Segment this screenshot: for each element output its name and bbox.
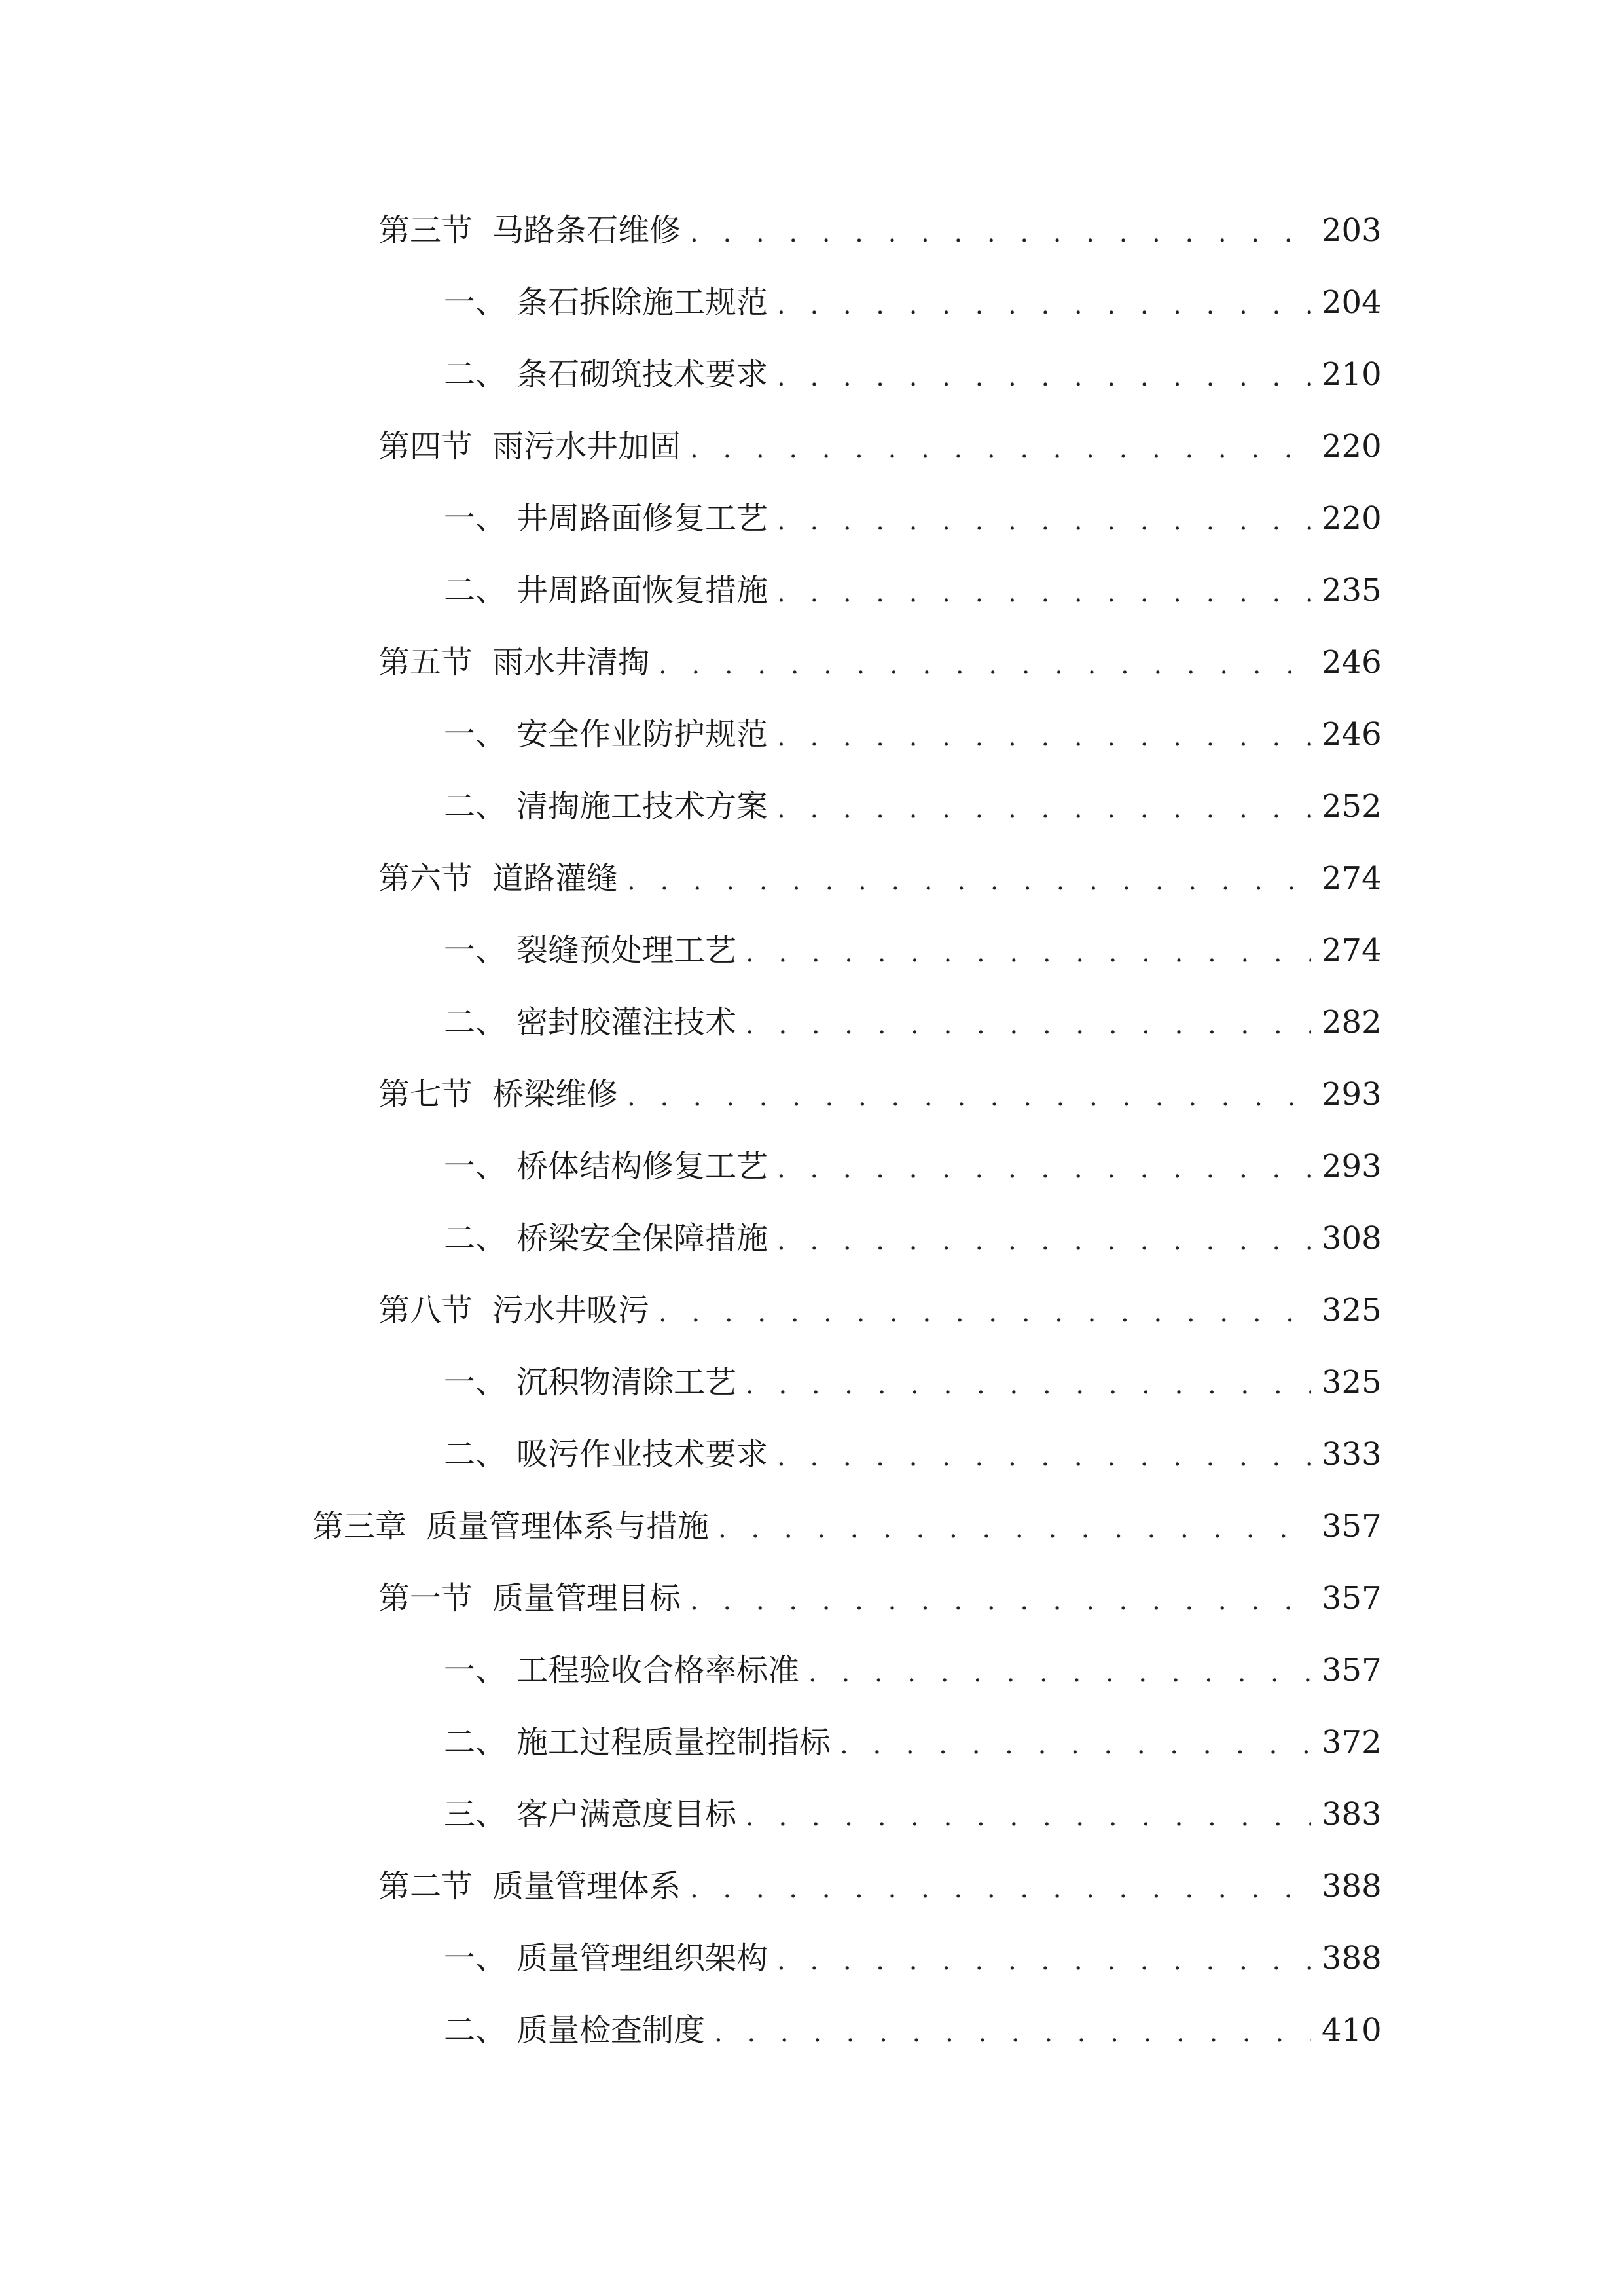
toc-entry-title: 桥梁安全保障措施: [516, 1220, 768, 1257]
toc-dot-leader: [690, 1869, 1311, 1909]
toc-entry-page: 252: [1322, 788, 1382, 825]
toc-entry-page: 388: [1322, 1868, 1382, 1905]
toc-entry-page: 246: [1322, 716, 1382, 753]
toc-entry-page: 274: [1322, 932, 1382, 969]
toc-entry-label: [444, 1939, 768, 1978]
toc-entry-number: 第五节: [378, 644, 473, 681]
toc-dot-leader: [690, 213, 1311, 253]
toc-entry-label: [378, 859, 618, 898]
toc-entry-label: [444, 1723, 831, 1762]
toc-entry-title: 工程验收合格率标准: [516, 1652, 800, 1689]
toc-entry-page: 220: [1322, 428, 1382, 465]
toc-entry-item[interactable]: [0, 1994, 1624, 2066]
toc-dot-leader: [746, 933, 1311, 973]
toc-entry-label: [444, 1795, 736, 1834]
toc-entry-page: 333: [1322, 1436, 1382, 1473]
toc-entry-page: 388: [1322, 1940, 1382, 1977]
toc-entry-title: 质量检查制度: [516, 2012, 706, 2049]
toc-entry-number: 第七节: [378, 1076, 473, 1113]
toc-dot-leader: [659, 645, 1311, 685]
toc-entry-title: 清掏施工技术方案: [516, 788, 768, 825]
toc-dot-leader: [627, 861, 1311, 901]
toc-entry-title: 井周路面修复工艺: [516, 500, 768, 537]
toc-dot-leader: [746, 1365, 1311, 1405]
toc-entry-number: 二、: [444, 1436, 507, 1473]
toc-entry-item[interactable]: [0, 554, 1624, 626]
toc-entry-title: 密封胶灌注技术: [516, 1004, 737, 1041]
toc-dot-leader: [808, 1653, 1311, 1693]
toc-entry-number: 一、: [444, 1652, 507, 1689]
toc-entry-label: [444, 1219, 768, 1258]
toc-entry-item[interactable]: [0, 1346, 1624, 1418]
toc-entry-item[interactable]: [0, 698, 1624, 770]
toc-entry-section[interactable]: [0, 1562, 1624, 1634]
toc-entry-title: 雨水井清掏: [492, 644, 650, 681]
toc-entry-number: 一、: [444, 1940, 507, 1977]
toc-entry-label: [378, 211, 681, 250]
toc-entry-number: 第一节: [378, 1580, 473, 1617]
toc-entry-title: 马路条石维修: [492, 212, 681, 249]
toc-entry-number: 一、: [444, 284, 507, 321]
toc-entry-label: [378, 1075, 618, 1114]
toc-entry-section[interactable]: [0, 1058, 1624, 1130]
toc-entry-title: 质量管理组织架构: [516, 1940, 768, 1977]
toc-dot-leader: [777, 501, 1311, 541]
toc-entry-section[interactable]: [0, 410, 1624, 482]
toc-entry-title: 条石砌筑技术要求: [516, 356, 768, 393]
toc-entry-section[interactable]: [0, 194, 1624, 266]
toc-entry-label: [378, 643, 649, 682]
toc-entry-page: 274: [1322, 860, 1382, 897]
toc-dot-leader: [777, 1149, 1311, 1189]
toc-entry-page: 204: [1322, 284, 1382, 321]
toc-entry-label: [444, 715, 768, 754]
toc-dot-leader: [777, 573, 1311, 613]
toc-entry-label: [444, 1651, 799, 1690]
toc-entry-page: 372: [1322, 1724, 1382, 1761]
toc-entry-title: 裂缝预处理工艺: [516, 932, 737, 969]
toc-entry-chapter[interactable]: [0, 1490, 1624, 1562]
toc-entry-title: 施工过程质量控制指标: [516, 1724, 831, 1761]
toc-entry-number: 一、: [444, 932, 507, 969]
toc-entry-label: [378, 1579, 681, 1618]
toc-dot-leader: [659, 1293, 1311, 1333]
toc-entry-number: 二、: [444, 788, 507, 825]
toc-entry-item[interactable]: [0, 1778, 1624, 1850]
toc-entry-item[interactable]: [0, 1130, 1624, 1202]
toc-entry-page: 293: [1322, 1148, 1382, 1185]
toc-entry-title: 桥梁维修: [492, 1076, 619, 1113]
toc-entry-title: 安全作业防护规范: [516, 716, 768, 753]
toc-dot-leader: [690, 1581, 1311, 1621]
toc-entry-number: 第三章: [312, 1508, 407, 1545]
toc-dot-leader: [840, 1725, 1311, 1765]
toc-entry-label: [444, 1435, 768, 1474]
toc-entry-item[interactable]: [0, 770, 1624, 842]
toc-entry-number: 一、: [444, 1148, 507, 1185]
toc-entry-page: 383: [1322, 1796, 1382, 1833]
toc-entry-number: 二、: [444, 356, 507, 393]
toc-entry-title: 桥体结构修复工艺: [516, 1148, 768, 1185]
toc-entry-item[interactable]: [0, 1706, 1624, 1778]
toc-entry-label: [444, 2011, 705, 2050]
toc-entry-page: 210: [1322, 356, 1382, 393]
toc-entry-label: [444, 499, 768, 538]
toc-entry-number: 二、: [444, 1724, 507, 1761]
toc-dot-leader: [627, 1077, 1311, 1117]
toc-entry-title: 条石拆除施工规范: [516, 284, 768, 321]
toc-entry-title: 井周路面恢复措施: [516, 572, 768, 609]
toc-dot-leader: [777, 357, 1311, 397]
toc-entry-item[interactable]: [0, 1202, 1624, 1274]
toc-entry-label: [444, 787, 768, 826]
toc-entry-section[interactable]: [0, 1850, 1624, 1922]
toc-entry-label: [444, 1363, 736, 1402]
toc-entry-item[interactable]: [0, 914, 1624, 986]
toc-entry-page: 410: [1322, 2012, 1382, 2049]
toc-dot-leader: [777, 717, 1311, 757]
toc-entry-number: 第八节: [378, 1292, 473, 1329]
toc-entry-page: 246: [1322, 644, 1382, 681]
toc-entry-number: 一、: [444, 500, 507, 537]
toc-entry-title: 质量管理目标: [492, 1580, 681, 1617]
toc-entry-number: 一、: [444, 716, 507, 753]
toc-entry-title: 客户满意度目标: [516, 1796, 737, 1833]
toc-entry-page: 325: [1322, 1364, 1382, 1401]
toc-entry-number: 二、: [444, 1004, 507, 1041]
toc-entry-label: [378, 1867, 681, 1906]
toc-dot-leader: [777, 1437, 1311, 1477]
toc-entry-page: 357: [1322, 1580, 1382, 1617]
toc-entry-label: [444, 1147, 768, 1186]
toc-entry-page: 357: [1322, 1652, 1382, 1689]
toc-entry-page: 282: [1322, 1004, 1382, 1041]
toc-entry-page: 357: [1322, 1508, 1382, 1545]
toc-dot-leader: [718, 1509, 1311, 1549]
toc-entry-item[interactable]: [0, 1634, 1624, 1706]
toc-entry-section[interactable]: [0, 842, 1624, 914]
toc-entry-number: 二、: [444, 572, 507, 609]
toc-dot-leader: [777, 789, 1311, 829]
toc-entry-label: [378, 427, 681, 466]
toc-entry-label: [444, 931, 736, 970]
toc-entry-number: 二、: [444, 2012, 507, 2049]
toc-entry-title: 吸污作业技术要求: [516, 1436, 768, 1473]
toc-entry-section[interactable]: [0, 626, 1624, 698]
toc-entry-number: 三、: [444, 1796, 507, 1833]
toc-dot-leader: [777, 1221, 1311, 1261]
toc-entry-title: 道路灌缝: [492, 860, 619, 897]
toc-dot-leader: [777, 1941, 1311, 1981]
toc-entry-item[interactable]: [0, 266, 1624, 338]
toc-entry-page: 220: [1322, 500, 1382, 537]
toc-entry-page: 203: [1322, 212, 1382, 249]
toc-entry-label: [444, 1003, 736, 1042]
toc-entry-number: 第六节: [378, 860, 473, 897]
toc-entry-number: 第四节: [378, 428, 473, 465]
toc-entry-title: 质量管理体系: [492, 1868, 681, 1905]
toc-entry-section[interactable]: [0, 1274, 1624, 1346]
toc-entry-item[interactable]: [0, 986, 1624, 1058]
toc-dot-leader: [690, 429, 1311, 469]
toc-entry-label: [378, 1291, 649, 1330]
toc-dot-leader: [714, 2013, 1311, 2053]
toc-entry-number: 二、: [444, 1220, 507, 1257]
toc-entry-item[interactable]: [0, 338, 1624, 410]
toc-dot-leader: [777, 285, 1311, 325]
toc-dot-leader: [746, 1797, 1311, 1837]
toc-entry-page: 325: [1322, 1292, 1382, 1329]
toc-dot-leader: [746, 1005, 1311, 1045]
toc-entry-label: [312, 1507, 709, 1546]
toc-entry-item[interactable]: [0, 1922, 1624, 1994]
toc-entry-title: 雨污水井加固: [492, 428, 681, 465]
toc-entry-title: 质量管理体系与措施: [426, 1508, 710, 1545]
toc-entry-label: [444, 355, 768, 394]
toc-entry-item[interactable]: [0, 1418, 1624, 1490]
toc-entry-item[interactable]: [0, 482, 1624, 554]
toc-entry-page: 308: [1322, 1220, 1382, 1257]
table-of-contents: [0, 194, 1624, 2066]
toc-entry-title: 污水井吸污: [492, 1292, 650, 1329]
toc-entry-title: 沉积物清除工艺: [516, 1364, 737, 1401]
toc-entry-page: 293: [1322, 1076, 1382, 1113]
toc-entry-label: [444, 283, 768, 322]
toc-entry-number: 一、: [444, 1364, 507, 1401]
toc-entry-page: 235: [1322, 572, 1382, 609]
toc-entry-label: [444, 571, 768, 610]
toc-entry-number: 第二节: [378, 1868, 473, 1905]
toc-entry-number: 第三节: [378, 212, 473, 249]
